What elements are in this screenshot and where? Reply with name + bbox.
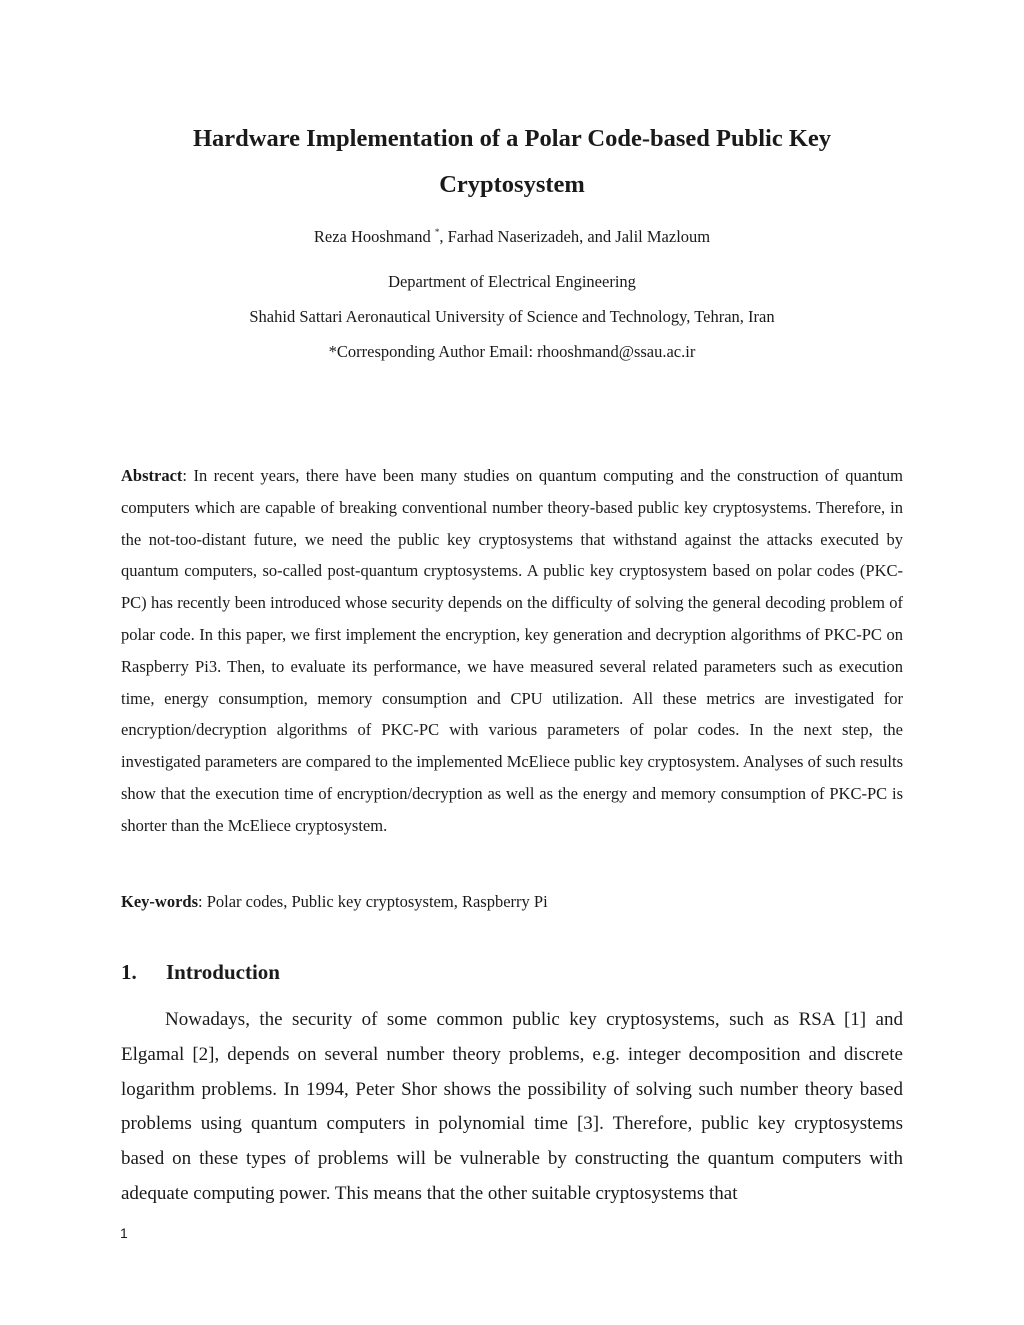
abstract bbox=[121, 460, 903, 842]
first-author: Reza Hooshmand bbox=[313, 227, 431, 246]
keywords-text: : Polar codes, Public key cryptosystem, Raspberry Pi bbox=[198, 892, 548, 911]
section-title: Introduction bbox=[166, 960, 280, 984]
corresponding-email: *Corresponding Author Email: rhooshmand@ssau.ac.ir bbox=[328, 342, 696, 361]
corresponding-author-marker: * bbox=[434, 227, 440, 237]
keywords bbox=[121, 890, 903, 914]
section-number: 1. bbox=[121, 960, 137, 984]
university: Shahid Sattari Aeronautical University of Science and Technology, Tehran, Iran bbox=[249, 307, 775, 326]
other-authors: , Farhad Naserizadeh, and Jalil Mazloum bbox=[439, 227, 711, 246]
section-heading bbox=[121, 957, 280, 987]
abstract-text: : In recent years, there have been many studies on quantum computing and the construction of quantum computers which are capable of breaking conventional number theory-based public key cryptosystems. Therefore, in the not-too-distant future, we need the public key cryptosystems that withstand against the attacks executed by quantum computers, so-called post-quantum cryptosystems. A public key cryptosystem based on polar codes (PKC-PC) has recently been introduced whose security depends on the difficulty of solving the general decoding problem of polar code. In this paper, we first implement the encryption, key generation and decryption algorithms of PKC-PC on Raspberry Pi3. Then, to evaluate its performance, we have measured several related parameters such as execution time, energy consumption, memory consumption and CPU utilization. All these metrics are investigated for encryption/decryption algorithms of PKC-PC with various parameters of polar codes. In the next step, the investigated parameters are compared to the implemented McEliece public key cryptosystem. Analyses of such results show that the execution time of encryption/decryption as well as the energy and memory consumption of PKC-PC is shorter than the McEliece cryptosystem. bbox=[121, 466, 903, 835]
page-number: 1 bbox=[120, 1225, 128, 1241]
author-list bbox=[100, 226, 924, 248]
abstract-label: Abstract bbox=[121, 466, 183, 485]
department: Department of Electrical Engineering bbox=[388, 272, 636, 291]
paper-title: Hardware Implementation of a Polar Code-based Public Key Cryptosystem bbox=[192, 125, 832, 198]
keywords-label: Key-words bbox=[121, 892, 198, 911]
intro-paragraph: Nowadays, the security of some common public key cryptosystems, such as RSA [1] and Elgamal [2], depends on several number theory problems, e.g. integer decomposition and discrete logarithm problems. In 1994, Peter Shor shows the possibility of solving such number theory based problems using quantum computers in polynomial time [3]. Therefore, public key cryptosystems based on these types of problems will be vulnerable by constructing the quantum computers with adequate computing power. This means that the other suitable cryptosystems that bbox=[121, 1009, 903, 1204]
